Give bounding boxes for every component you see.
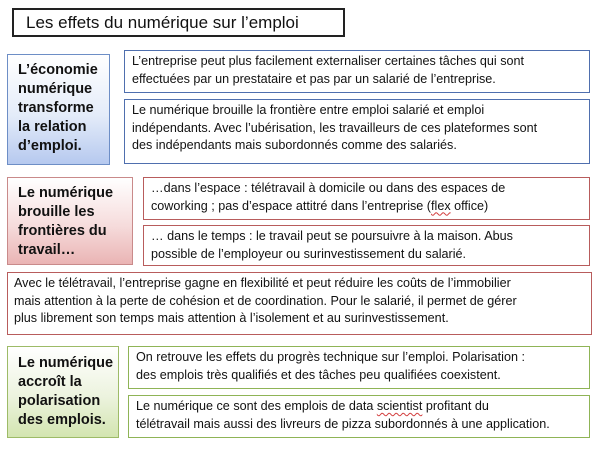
box-temps	[143, 225, 590, 266]
label-frontieres-travail	[7, 177, 133, 265]
text-segment: coworking ; pas d’espace attitré dans l’entreprise (	[151, 198, 432, 213]
spellcheck-flagged-word[interactable]: flex	[431, 198, 451, 213]
text-line: plus librement son temps mais attention à l’isolement et au surinvestissement.	[14, 311, 449, 325]
label-line: Le numérique	[18, 185, 114, 201]
label-line: brouille les	[18, 204, 95, 220]
text-line: des emplois très qualifiés et des tâches peu qualifiées coexistent.	[136, 367, 501, 382]
box-espace	[143, 177, 590, 220]
label-line: d’emploi.	[18, 138, 82, 154]
text-line: Le numérique brouille la frontière entre emploi salarié et emploi	[132, 103, 485, 117]
label-polarisation	[7, 346, 119, 438]
label-line: numérique	[18, 81, 93, 97]
text-line: effectuées par un prestataire et pas par un salarié de l’entreprise.	[132, 71, 496, 86]
text-line: …dans l’espace : télétravail à domicile ou dans des espaces de	[151, 181, 506, 195]
spellcheck-flagged-word[interactable]: scientist	[376, 399, 423, 413]
text-segment: profitant du	[422, 399, 489, 413]
label-line: des emplois.	[18, 412, 106, 428]
box-data-scientist	[128, 395, 590, 438]
label-line: transforme	[18, 100, 94, 116]
slide-title: Les effets du numérique sur l’emploi	[12, 8, 345, 37]
text-line: possible de l’employeur ou surinvestissement du salarié.	[151, 246, 467, 261]
box-progres-technique	[128, 346, 590, 389]
text-line: L’entreprise peut plus facilement externaliser certaines tâches qui sont	[132, 54, 525, 68]
label-line: polarisation	[18, 393, 101, 409]
label-line: Le numérique	[18, 355, 114, 371]
box-uberisation	[124, 99, 590, 164]
text-line	[151, 198, 583, 216]
text-line: indépendants. Avec l’ubérisation, les travailleurs de ces plateformes sont	[132, 120, 538, 135]
box-externalisation	[124, 50, 590, 93]
text-line: On retrouve les effets du progrès technique sur l’emploi. Polarisation :	[136, 350, 525, 364]
text-segment: office)	[450, 198, 489, 213]
label-line: travail…	[18, 242, 76, 258]
text-segment: Le numérique ce sont des emplois de data	[136, 399, 377, 413]
text-line	[136, 398, 583, 416]
text-line: télétravail mais aussi des livreurs de pizza subordonnés à une application.	[136, 416, 550, 431]
label-relation-emploi	[7, 54, 110, 165]
label-line: la relation	[18, 119, 87, 135]
box-teletravail	[7, 272, 592, 335]
text-line: des indépendants mais subordonnés comme des salariés.	[132, 138, 457, 152]
text-line: mais attention à la perte de cohésion et de coordination. Pour le salarié, il permet de gérer	[14, 293, 517, 308]
label-line: frontières du	[18, 223, 107, 239]
text-line: Avec le télétravail, l’entreprise gagne en flexibilité et peut réduire les coûts de l’immobilier	[14, 276, 511, 290]
label-line: L’économie	[18, 62, 98, 78]
label-line: accroît la	[18, 374, 82, 390]
text-line: … dans le temps : le travail peut se poursuivre à la maison. Abus	[151, 229, 513, 243]
